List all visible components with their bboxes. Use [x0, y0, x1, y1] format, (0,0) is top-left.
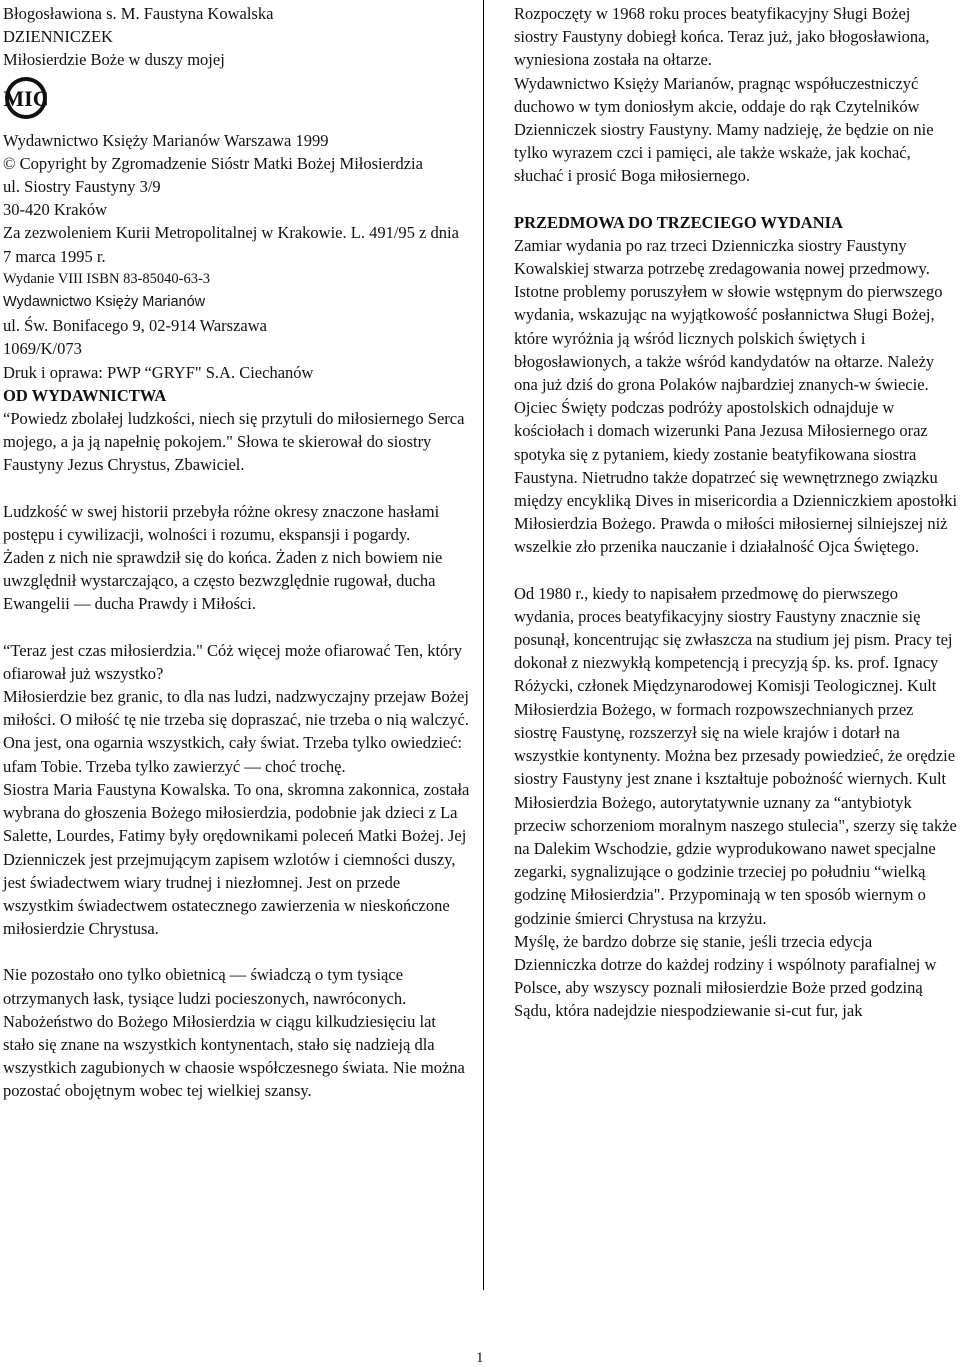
column-divider	[483, 0, 484, 1290]
right-intro: Rozpoczęty w 1968 roku proces beatyfikacyjny Sługi Bożej siostry Faustyny dobiegł końca. Teraz już, jako błogosławiona, wyniesiona została na ołtarze.	[514, 4, 930, 70]
left-paragraph: Miłosierdzie bez granic, to dla nas ludzi, nadzwyczajny przejaw Bożej miłości. O miłość tę nie trzeba się dopraszać, nie trzeba o nią walczyć. Ona jest, ona ogarnia wszystkich, cały świat. Trzeba tylko owiedzieć: ufam Tobie. Trzeba tylko zawierzyć — choć trochę.	[3, 687, 469, 776]
imprint-address: ul. Siostry Faustyny 3/9	[3, 177, 161, 197]
left-paragraph: “Teraz jest czas miłosierdzia." Cóż więcej może ofiarować Ten, który ofiarował już wszystko?	[3, 640, 463, 683]
page-number: 1	[476, 1350, 484, 1366]
imprint-postcode: 30-420 Kraków	[3, 200, 108, 220]
imprint-copyright: © Copyright by Zgromadzenie Sióstr Matki Bożej Miłosierdzia	[3, 153, 423, 173]
author-line: Błogosławiona s. M. Faustyna Kowalska	[3, 4, 274, 23]
logo-text: MIC	[3, 85, 49, 111]
imprint-publisher-2: Wydawnictwo Księży Marianów	[3, 294, 206, 311]
section-title-preface: PRZEDMOWA DO TRZECIEGO WYDANIA	[514, 212, 843, 232]
section-title-publisher: OD WYDAWNICTWA	[3, 385, 167, 405]
book-title: DZIENNICZEK	[3, 27, 113, 47]
right-column	[514, 2, 958, 1023]
right-paragraph: Od 1980 r., kiedy to napisałem przedmowę do pierwszego wydania, proces beatyfikacyjny siostry Faustyny znacznie się posunął, koncentrując się zwłaszcza na studium jej pism. Pracy tej dokonał z niezwykłą kompetencją i precyzją śp. ks. prof. Ignacy Różycki, członek Międzynarodowej Komisji Teologicznej. Kult Miłosierdzia Bożego, w formach rozpowszechnianych przez siostrę Faustynę, rozszerzył się na wiele krajów i dotarł na wszystkie kontynenty. Można bez przesady powiedzieć, że orędzie siostry Faustyny jest znane i kształtuje pobożność wiernych. Kult Miłosierdzia Bożego, autorytatywnie uznany za “antybiotyk przeciw schorzeniom moralnym naszego stulecia", szerzy się także na Dalekim Wschodzie, gdzie wyprodukowano nawet specjalne zegarki, sygnalizujące o godzinie trzeciej po południu “wielką godzinę Miłosierdzia". Przypominają w ten sposób wiernym o godzinie śmierci Chrystusa na krzyżu.	[514, 583, 957, 928]
imprint-permission: Za zezwoleniem Kurii Metropolitalnej w Krakowie. L. 491/95 z dnia 7 marca 1995 r.	[3, 223, 459, 266]
mic-logo-icon	[3, 75, 59, 121]
imprint-edition: Wydanie VIII ISBN 83-85040-63-3	[3, 270, 211, 287]
left-paragraph: Nie pozostało ono tylko obietnicą — świadczą o tym tysiące otrzymanych łask, tysiące ludzi pocieszonych, nawróconych. Nabożeństwo do Bożego Miłosierdzia w ciągu kilkudziesięciu lat stało się znane na wszystkich kontynentach, stało się nadzieją dla wszystkich zagubionych w chaosie współczesnego świata. Nie można pozostać obojętnym wobec tej wielkiej szansy.	[3, 965, 465, 1101]
right-paragraph: Zamiar wydania po raz trzeci Dzienniczka siostry Faustyny Kowalskiej stwarza potrzebę zredagowania nowej przedmowy.	[514, 235, 930, 279]
right-paragraph: Istotne problemy poruszyłem w słowie wstępnym do pierwszego wydania, wskazując na wyjątkowość posłannictwa Sługi Bożej, które wyróżnia ją wśród licznych polskich świętych i błogosławionych, a także wśród kandydatów na ołtarze. Należy ona już dziś do grona Polaków najbardziej znanych-w świecie. Ojciec Święty podczas podróży apostolskich odnajduje w kościołach i domach wizerunki Pana Jezusa Miłosiernego oraz spotyka się z pytaniem, kiedy zostanie beatyfikowana siostra Faustyna. Nietrudno także dopatrzeć się wewnętrznego związku między encykliką Dives in misericordia a Dzienniczkiem apostołki Miłosierdzia Bożego. Prawda o miłości miłosiernej silniejszej niż wszelkie zło przenika nauczanie i działalność Ojca Świętego.	[514, 282, 958, 557]
right-intro: Wydawnictwo Księży Marianów, pragnąc współuczestniczyć duchowo w tym doniosłym akcie, oddaje do rąk Czytelników Dzienniczek siostry Faustyny. Mamy nadzieję, że będzie on nie tylko wyrazem czci i pamięci, ale także wskaże, jak kochać, słuchać i prosić Boga miłosiernego.	[514, 73, 934, 186]
right-paragraph: Myślę, że bardzo dobrze się stanie, jeśli trzecia edycja Dzienniczka dotrze do każdej rodziny i wspólnoty parafialnej w Polsce, aby wszyscy poznali miłosierdzie Boże przed godziną Sądu, która nadejdzie niespodziewanie si-cut fur, jak	[514, 931, 937, 1021]
book-subtitle: Miłosierdzie Boże w duszy mojej	[3, 50, 225, 70]
imprint-address-2: ul. Św. Bonifacego 9, 02-914 Warszawa	[3, 316, 267, 336]
imprint-code: 1069/K/073	[3, 339, 82, 359]
left-paragraph: Ludzkość w swej historii przebyła różne okresy znaczone hasłami postępu i cywilizacji, wolności i rozumu, ekspansji i pogardy.	[3, 501, 440, 544]
left-paragraph: “Powiedz zbolałej ludzkości, niech się przytuli do miłosiernego Serca mojego, a ja ją napełnię pokojem." Słowa te skierował do siostry Faustyny Jezus Chrystus, Zbawiciel.	[3, 409, 465, 475]
left-column	[3, 2, 471, 1103]
imprint-print: Druk i oprawa: PWP “GRYF" S.A. Ciechanów	[3, 362, 314, 382]
left-paragraph: Żaden z nich nie sprawdził się do końca. Żaden z nich bowiem nie uwzględnił wystarczająco, a często bezwzględnie rugował, ducha Ewangelii — ducha Prawdy i Miłości.	[3, 548, 443, 614]
left-paragraph: Siostra Maria Faustyna Kowalska. To ona, skromna zakonnica, została wybrana do głoszenia Bożego miłosierdzia, podobnie jak dzieci z La Salette, Lourdes, Fatimy były orędownikami poleceń Matki Bożej. Jej Dzienniczek jest przejmującym zapisem wzlotów i ciemności duszy, jest świadectwem wiary trudnej i niezłomnej. Jest on przede wszystkim świadectwem ostatecznego zawierzenia w nieskończone miłosierdzie Chrystusa.	[3, 779, 470, 939]
imprint-publisher: Wydawnictwo Księży Marianów Warszawa 1999	[3, 130, 329, 150]
